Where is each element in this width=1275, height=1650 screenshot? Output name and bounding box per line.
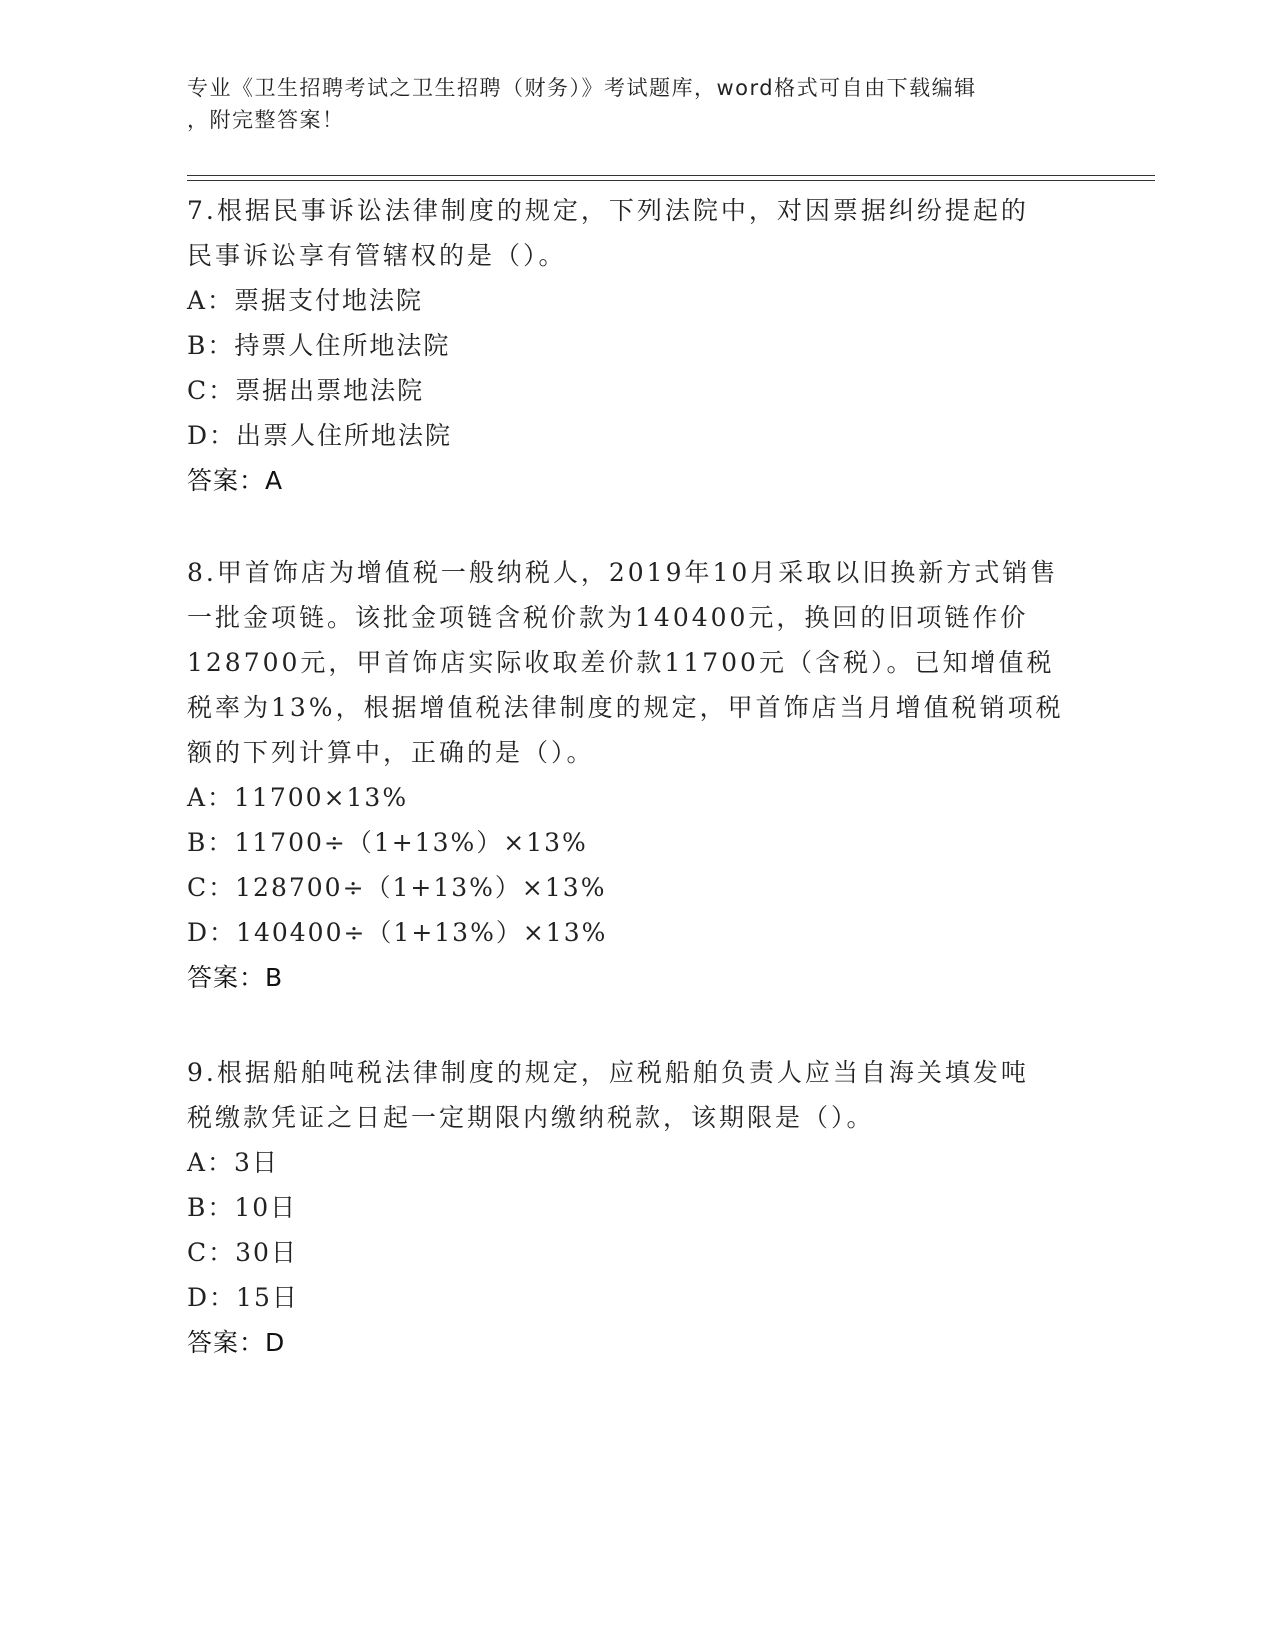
answer: 答案：A (187, 466, 284, 495)
option-d: D：出票人住所地法院 (187, 421, 453, 450)
question-8 (187, 550, 1087, 1000)
option-d: D：15日 (187, 1283, 299, 1312)
option-a: A：3日 (187, 1148, 279, 1177)
option-a: A：11700×13% (187, 783, 409, 812)
document-header (187, 72, 1087, 136)
option-a: A：票据支付地法院 (187, 286, 424, 315)
stem-line: 7.根据民事诉讼法律制度的规定，下列法院中，对因票据纠纷提起的 (187, 196, 1029, 225)
header-divider-top (187, 175, 1155, 176)
header-line-2: ，附完整答案！ (187, 108, 345, 132)
header-line-1: 专业《卫生招聘考试之卫生招聘（财务）》考试题库，word格式可自由下载编辑 (187, 76, 977, 100)
question-stem (187, 188, 1087, 278)
option-c: C：128700÷（1+13%）×13% (187, 873, 607, 902)
answer: 答案：B (187, 963, 284, 992)
question-9 (187, 1050, 1087, 1365)
option-d: D：140400÷（1+13%）×13% (187, 918, 608, 947)
stem-line: 9.根据船舶吨税法律制度的规定，应税船舶负责人应当自海关填发吨 (187, 1058, 1029, 1087)
stem-line: 一批金项链。该批金项链含税价款为140400元，换回的旧项链作价 (187, 603, 1029, 632)
option-b: B：10日 (187, 1193, 298, 1222)
option-c: C：票据出票地法院 (187, 376, 425, 405)
stem-line: 民事诉讼享有管辖权的是（）。 (187, 241, 567, 270)
stem-line: 额的下列计算中，正确的是（）。 (187, 738, 595, 767)
option-b: B：11700÷（1+13%）×13% (187, 828, 588, 857)
question-stem (187, 550, 1087, 775)
question-7 (187, 188, 1087, 503)
stem-line: 8.甲首饰店为增值税一般纳税人，2019年10月采取以旧换新方式销售 (187, 558, 1059, 587)
answer: 答案：D (187, 1328, 286, 1357)
header-divider-bottom (187, 180, 1155, 181)
option-c: C：30日 (187, 1238, 298, 1267)
option-b: B：持票人住所地法院 (187, 331, 451, 360)
stem-line: 税缴款凭证之日起一定期限内缴纳税款，该期限是（）。 (187, 1103, 875, 1132)
stem-line: 128700元，甲首饰店实际收取差价款11700元（含税）。已知增值税 (187, 648, 1055, 677)
stem-line: 税率为13%，根据增值税法律制度的规定，甲首饰店当月增值税销项税 (187, 693, 1064, 722)
question-stem (187, 1050, 1087, 1140)
